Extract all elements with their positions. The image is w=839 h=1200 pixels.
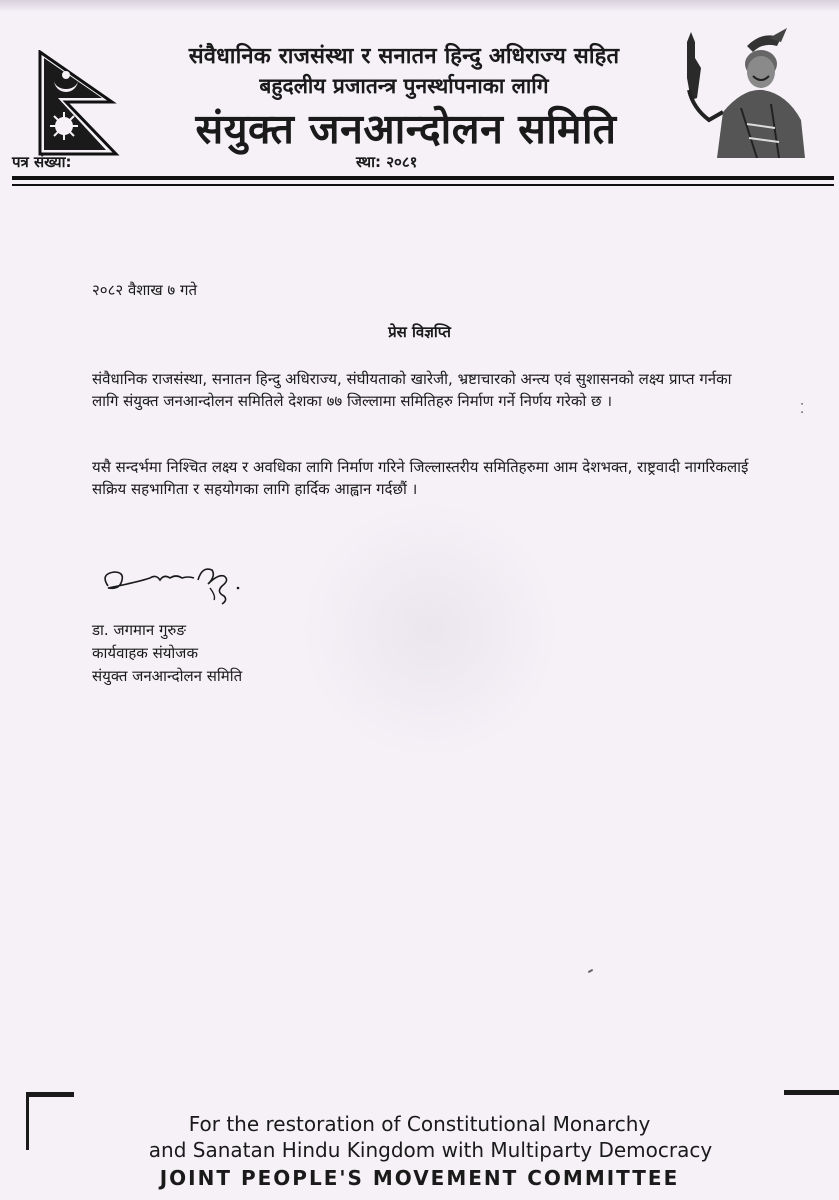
header-rule-thick xyxy=(12,176,834,180)
header-rule-thin xyxy=(12,184,834,186)
footer-corner-right xyxy=(784,1090,839,1095)
footer-corner-left xyxy=(26,1092,74,1097)
stray-mark: ⁚ xyxy=(800,402,805,417)
nepal-flag-icon xyxy=(38,50,120,158)
reference-number-label: पत्र संख्या: xyxy=(12,153,72,171)
letter-date: २०८२ वैशाख ७ गते xyxy=(92,281,197,299)
footer-line-2: and Sanatan Hindu Kingdom with Multiparty Democracy xyxy=(148,1138,713,1162)
scan-top-edge xyxy=(0,0,839,12)
letter-subject: प्रेस विज्ञप्ति xyxy=(388,323,451,341)
established-year: स्था: २०८१ xyxy=(356,153,418,171)
organization-title: संयुक्त जनआन्दोलन समिति xyxy=(195,105,617,153)
footer-organization-name: JOINT PEOPLE'S MOVEMENT COMMITTEE xyxy=(159,1166,680,1190)
signature xyxy=(98,560,248,606)
faint-watermark xyxy=(300,500,560,760)
header-line-1: संवैधानिक राजसंस्था र सनातन हिन्दु अधिराज्य सहित xyxy=(188,44,620,69)
body-paragraph-2: यसै सन्दर्भमा निश्चित लक्ष्य र अवधिका लागि निर्माण गरिने जिल्लास्तरीय समितिहरुमा आम देशभक्त, राष्ट्रवादी नागरिकलाई सक्रिय सहभागिता र सहयोगका लागि हार्दिक आह्वान गर्दछौं । xyxy=(92,458,749,498)
signatory-organization: संयुक्त जनआन्दोलन समिति xyxy=(92,667,243,685)
signatory-name: डा. जगमान गुरुङ xyxy=(92,621,186,639)
signatory-role: कार्यवाहक संयोजक xyxy=(92,644,198,662)
header-line-2: बहुदलीय प्रजातन्त्र पुनर्स्थापनाका लागि xyxy=(259,74,549,98)
scan-speck xyxy=(588,969,593,973)
king-portrait-icon xyxy=(683,28,807,158)
footer-line-1: For the restoration of Constitutional Monarchy xyxy=(188,1112,651,1136)
body-paragraph-1: संवैधानिक राजसंस्था, सनातन हिन्दु अधिराज्य, संघीयताको खारेजी, भ्रष्टाचारको अन्त्य एवं सुशासनको लक्ष्य प्राप्त गर्नका लागि संयुक्त जनआन्दोलन समितिले देशका ७७ जिल्लामा समितिहरु निर्माण गर्ने निर्णय गरेको छ । xyxy=(92,370,732,410)
